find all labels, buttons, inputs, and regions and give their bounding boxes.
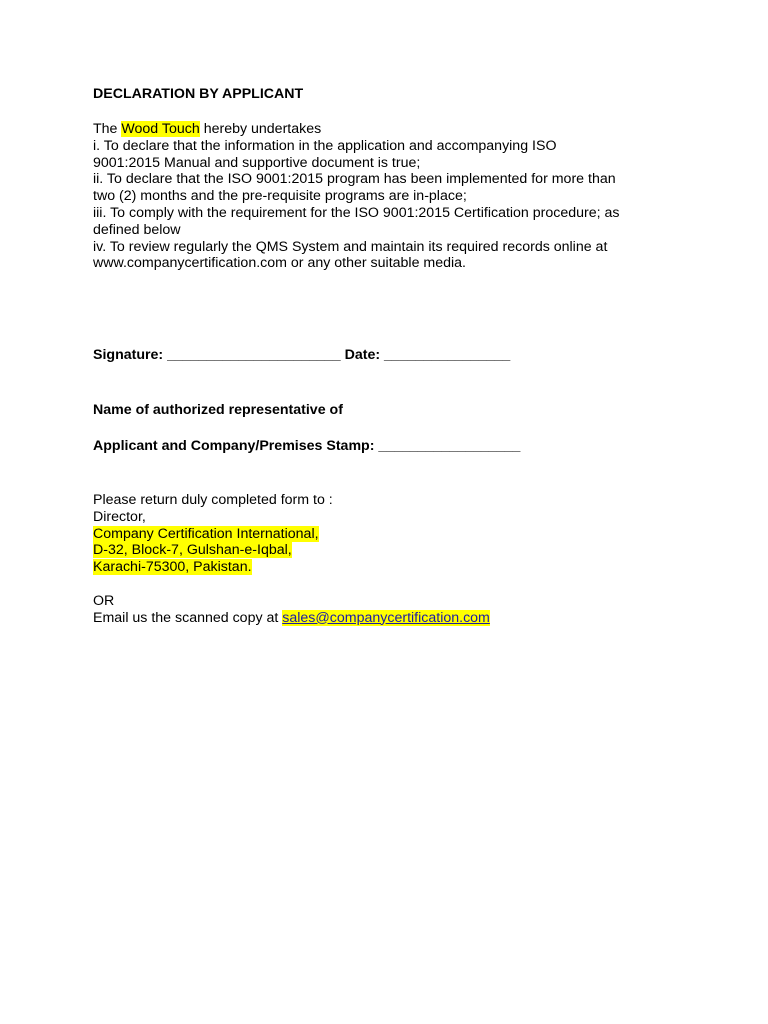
signature-date-line: Signature: ______________________ Date: ________________: [93, 347, 511, 363]
item-1-line-1: i. To declare that the information in the application and accompanying ISO: [93, 137, 557, 154]
or-label: OR: [93, 592, 115, 609]
return-instruction: Please return duly completed form to :: [93, 492, 333, 508]
director-label: Director,: [93, 508, 146, 525]
item-4-line-2: www.companycertification.com or any other suitable media.: [93, 255, 466, 272]
document-title: DECLARATION BY APPLICANT: [93, 86, 304, 102]
authorized-representative-line: Name of authorized representative of: [93, 402, 343, 418]
undertaking-block: [93, 121, 693, 272]
item-3-line-1: iii. To comply with the requirement for the ISO 9001:2015 Certification procedure; as: [93, 204, 620, 221]
item-2-line-2: two (2) months and the pre-requisite programs are in-place;: [93, 188, 467, 205]
item-2-line-1: ii. To declare that the ISO 9001:2015 program has been implemented for more than: [93, 171, 616, 188]
return-block: [93, 492, 693, 626]
email-link[interactable]: sales@companycertification.com: [282, 609, 490, 626]
email-line: Email us the scanned copy at sales@companycertification.com: [93, 609, 490, 626]
address-line-2: D-32, Block-7, Gulshan-e-Iqbal,: [93, 542, 292, 559]
stamp-line: Applicant and Company/Premises Stamp: __________________: [93, 438, 521, 454]
item-1-line-2: 9001:2015 Manual and supportive document is true;: [93, 154, 421, 171]
item-3-line-2: defined below: [93, 221, 181, 238]
address-line-1: Company Certification International,: [93, 525, 319, 542]
item-4-line-1: iv. To review regularly the QMS System and maintain its required records online at: [93, 238, 608, 255]
intro-line: The Wood Touch hereby undertakes: [93, 121, 322, 137]
company-name: Wood Touch: [121, 121, 200, 137]
address-line-3: Karachi-75300, Pakistan.: [93, 559, 252, 576]
